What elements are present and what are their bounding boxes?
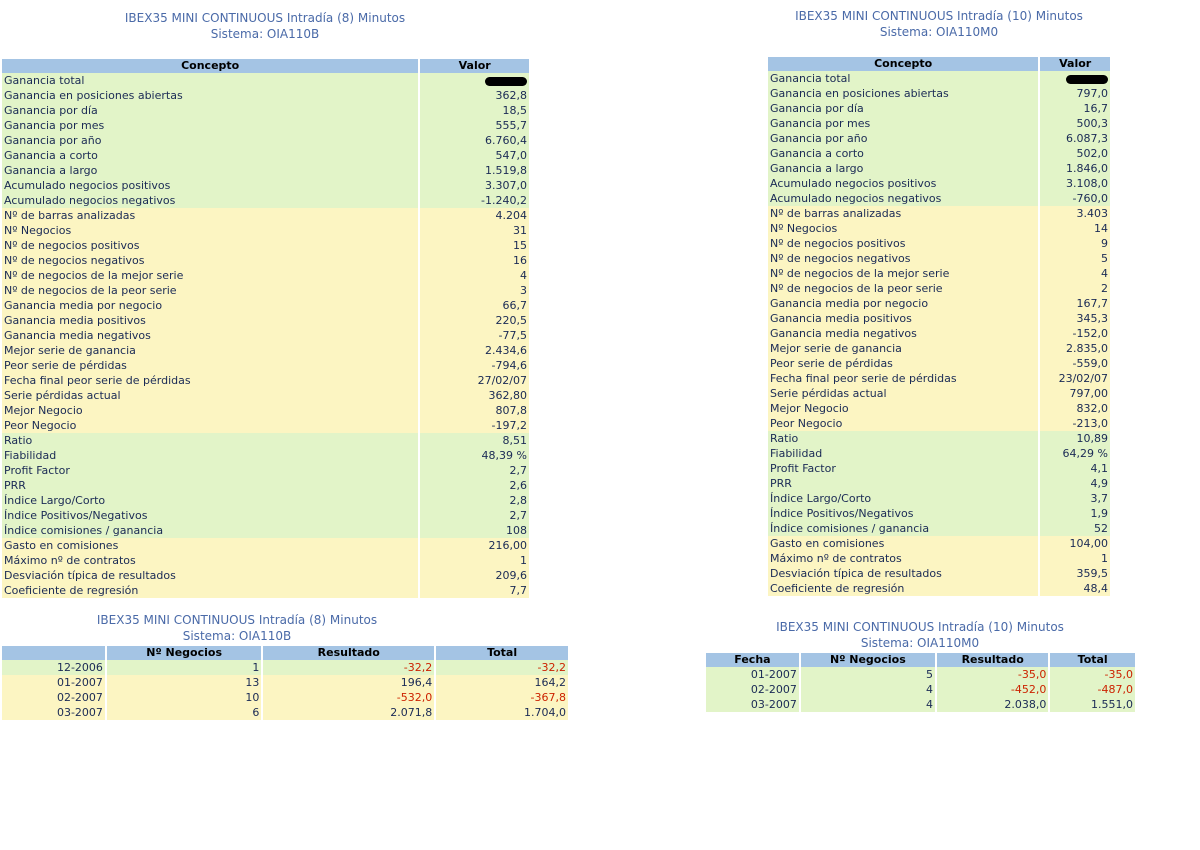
concept-cell: Coeficiente de regresión: [768, 581, 1038, 596]
concept-cell: Fecha final peor serie de pérdidas: [2, 373, 418, 388]
table-row: [2, 358, 529, 373]
table-row: [768, 176, 1110, 191]
value-cell: 1.519,8: [420, 163, 529, 178]
value-cell: 64,29 %: [1040, 446, 1110, 461]
value-cell: 6.087,3: [1040, 131, 1110, 146]
concept-cell: Ganancia a largo: [2, 163, 418, 178]
table-row: [2, 118, 529, 133]
concept-cell: Ganancia en posiciones abiertas: [768, 86, 1038, 101]
right-summary-title: [768, 8, 1110, 40]
monthly-cell: 164,2: [436, 675, 568, 690]
table-row: [2, 675, 568, 690]
concept-cell: Ganancia total: [768, 71, 1038, 86]
table-row: [706, 667, 1135, 682]
concept-cell: Ganancia por mes: [2, 118, 418, 133]
value-cell: 2.434,6: [420, 343, 529, 358]
right-summary-title-line2: Sistema: OIA110M0: [879, 25, 999, 39]
monthly-cell: 02-2007: [706, 682, 799, 697]
table-row: [768, 236, 1110, 251]
table-row: [768, 356, 1110, 371]
value-cell: 4,1: [1040, 461, 1110, 476]
value-cell: 1: [1040, 551, 1110, 566]
left-summary-title: [0, 10, 530, 42]
monthly-cell: 6: [107, 705, 261, 720]
concept-cell: Ganancia media negativos: [768, 326, 1038, 341]
concept-cell: Acumulado negocios positivos: [2, 178, 418, 193]
concept-cell: Ganancia media por negocio: [768, 296, 1038, 311]
value-cell: 1.846,0: [1040, 161, 1110, 176]
table-row: [768, 476, 1110, 491]
value-cell: 9: [1040, 236, 1110, 251]
concept-cell: Desviación típica de resultados: [2, 568, 418, 583]
table-row: [768, 116, 1110, 131]
table-row: [2, 690, 568, 705]
table-row: [2, 238, 529, 253]
concept-cell: Ganancia por mes: [768, 116, 1038, 131]
concept-cell: Desviación típica de resultados: [768, 566, 1038, 581]
value-cell: 5: [1040, 251, 1110, 266]
concept-cell: Peor serie de pérdidas: [768, 356, 1038, 371]
value-cell: 500,3: [1040, 116, 1110, 131]
table-row: [768, 281, 1110, 296]
concept-cell: Ganancia por año: [768, 131, 1038, 146]
concept-cell: Nº de negocios de la peor serie: [2, 283, 418, 298]
monthly-cell: -32,2: [263, 660, 434, 675]
value-cell: 27/02/07: [420, 373, 529, 388]
concept-cell: Máximo nº de contratos: [2, 553, 418, 568]
monthly-cell: -452,0: [937, 682, 1048, 697]
monthly-header-1: Nº Negocios: [107, 646, 261, 660]
table-row: [2, 298, 529, 313]
monthly-cell: -487,0: [1050, 682, 1135, 697]
concept-cell: Nº Negocios: [2, 223, 418, 238]
concept-cell: Serie pérdidas actual: [2, 388, 418, 403]
value-cell: 547,0: [420, 148, 529, 163]
monthly-header-2: Resultado: [263, 646, 434, 660]
table-row: [768, 326, 1110, 341]
value-cell: 167,7: [1040, 296, 1110, 311]
table-row: [768, 581, 1110, 596]
table-row: [2, 373, 529, 388]
table-row: [2, 538, 529, 553]
value-cell: 555,7: [420, 118, 529, 133]
value-cell: 10,89: [1040, 431, 1110, 446]
left-monthly-title-line1: IBEX35 MINI CONTINUOUS Intradía (8) Minutos: [96, 613, 378, 627]
concept-cell: Índice comisiones / ganancia: [2, 523, 418, 538]
monthly-cell: 1.704,0: [436, 705, 568, 720]
table-row: [2, 223, 529, 238]
left-monthly-title-line2: Sistema: OIA110B: [182, 629, 292, 643]
value-cell: 8,51: [420, 433, 529, 448]
table-row: [768, 491, 1110, 506]
monthly-cell: 12-2006: [2, 660, 105, 675]
value-cell: 108: [420, 523, 529, 538]
value-cell: 3,7: [1040, 491, 1110, 506]
value-cell: 31: [420, 223, 529, 238]
monthly-header-1: Nº Negocios: [801, 653, 935, 667]
table-row: [768, 86, 1110, 101]
concept-cell: Acumulado negocios negativos: [2, 193, 418, 208]
value-cell: -760,0: [1040, 191, 1110, 206]
monthly-header-2: Resultado: [937, 653, 1048, 667]
concept-cell: Mejor Negocio: [768, 401, 1038, 416]
value-cell: 359,5: [1040, 566, 1110, 581]
redacted-value: [1066, 75, 1108, 84]
right-summary-table: [766, 57, 1112, 596]
left-monthly-head: [2, 646, 568, 660]
value-cell: -152,0: [1040, 326, 1110, 341]
monthly-header-0: Fecha: [706, 653, 799, 667]
concept-cell: Profit Factor: [768, 461, 1038, 476]
table-row: [2, 328, 529, 343]
table-row: [2, 343, 529, 358]
table-row: [768, 311, 1110, 326]
concept-cell: Máximo nº de contratos: [768, 551, 1038, 566]
monthly-cell: 03-2007: [2, 705, 105, 720]
concept-cell: Mejor Negocio: [2, 403, 418, 418]
table-row: [2, 448, 529, 463]
concept-cell: Ganancia a largo: [768, 161, 1038, 176]
left-summary-table: [0, 59, 531, 598]
value-cell: -559,0: [1040, 356, 1110, 371]
monthly-cell: 5: [801, 667, 935, 682]
concept-cell: Índice comisiones / ganancia: [768, 521, 1038, 536]
concept-cell: Ganancia media por negocio: [2, 298, 418, 313]
table-row: [2, 178, 529, 193]
monthly-header-3: Total: [1050, 653, 1135, 667]
right-header-valor: Valor: [1040, 57, 1110, 71]
concept-cell: Ganancia total: [2, 73, 418, 88]
table-row: [2, 403, 529, 418]
table-row: [768, 431, 1110, 446]
table-row: [768, 386, 1110, 401]
table-row: [2, 313, 529, 328]
concept-cell: Fiabilidad: [2, 448, 418, 463]
value-cell: -794,6: [420, 358, 529, 373]
concept-cell: Ganancia por año: [2, 133, 418, 148]
left-summary-body: [2, 73, 529, 598]
value-cell: 502,0: [1040, 146, 1110, 161]
value-cell: 7,7: [420, 583, 529, 598]
value-cell: 48,4: [1040, 581, 1110, 596]
value-cell: 18,5: [420, 103, 529, 118]
table-row: [768, 206, 1110, 221]
value-cell: 4: [420, 268, 529, 283]
value-cell: 16: [420, 253, 529, 268]
table-row: [768, 146, 1110, 161]
value-cell: 2,7: [420, 508, 529, 523]
concept-cell: Fecha final peor serie de pérdidas: [768, 371, 1038, 386]
value-cell: 216,00: [420, 538, 529, 553]
table-row: [768, 401, 1110, 416]
table-row: [768, 506, 1110, 521]
table-row: [768, 536, 1110, 551]
table-row: [2, 163, 529, 178]
concept-cell: Nº de negocios positivos: [768, 236, 1038, 251]
value-cell: 832,0: [1040, 401, 1110, 416]
table-row: [2, 418, 529, 433]
concept-cell: Peor Negocio: [2, 418, 418, 433]
monthly-cell: 4: [801, 682, 935, 697]
concept-cell: Nº de barras analizadas: [768, 206, 1038, 221]
right-monthly-title-line1: IBEX35 MINI CONTINUOUS Intradía (10) Minutos: [776, 620, 1064, 634]
value-cell: 807,8: [420, 403, 529, 418]
table-row: [768, 296, 1110, 311]
concept-cell: Fiabilidad: [768, 446, 1038, 461]
table-row: [768, 161, 1110, 176]
concept-cell: Índice Positivos/Negativos: [768, 506, 1038, 521]
value-cell: 2,7: [420, 463, 529, 478]
table-row: [2, 583, 529, 598]
value-cell: [420, 73, 529, 88]
concept-cell: Ganancia a corto: [2, 148, 418, 163]
concept-cell: Peor serie de pérdidas: [2, 358, 418, 373]
concept-cell: Gasto en comisiones: [2, 538, 418, 553]
table-row: [706, 697, 1135, 712]
value-cell: 2,6: [420, 478, 529, 493]
table-row: [768, 446, 1110, 461]
table-row: [768, 566, 1110, 581]
table-row: [2, 268, 529, 283]
value-cell: -213,0: [1040, 416, 1110, 431]
table-row: [2, 523, 529, 538]
table-row: [706, 682, 1135, 697]
monthly-cell: 01-2007: [706, 667, 799, 682]
table-row: [2, 493, 529, 508]
right-summary-body: [768, 71, 1110, 596]
table-row: [2, 433, 529, 448]
concept-cell: Ganancia por día: [2, 103, 418, 118]
left-monthly-title: [0, 612, 474, 644]
concept-cell: Peor Negocio: [768, 416, 1038, 431]
monthly-cell: -35,0: [937, 667, 1048, 682]
monthly-cell: 2.038,0: [937, 697, 1048, 712]
table-row: [768, 101, 1110, 116]
value-cell: 209,6: [420, 568, 529, 583]
table-row: [2, 208, 529, 223]
concept-cell: Ganancia a corto: [768, 146, 1038, 161]
monthly-cell: -35,0: [1050, 667, 1135, 682]
value-cell: 52: [1040, 521, 1110, 536]
value-cell: 66,7: [420, 298, 529, 313]
table-row: [2, 508, 529, 523]
left-monthly-body: [2, 660, 568, 720]
concept-cell: Nº de negocios de la mejor serie: [768, 266, 1038, 281]
concept-cell: Ratio: [768, 431, 1038, 446]
concept-cell: Nº de negocios de la peor serie: [768, 281, 1038, 296]
table-row: [2, 73, 529, 88]
concept-cell: Nº de negocios positivos: [2, 238, 418, 253]
table-row: [2, 553, 529, 568]
table-row: [2, 253, 529, 268]
monthly-cell: 1: [107, 660, 261, 675]
concept-cell: Ganancia por día: [768, 101, 1038, 116]
left-monthly-table: [0, 646, 570, 720]
value-cell: 14: [1040, 221, 1110, 236]
table-row: [768, 461, 1110, 476]
right-monthly-head: [706, 653, 1135, 667]
concept-cell: Ganancia media negativos: [2, 328, 418, 343]
table-row: [2, 88, 529, 103]
table-row: [768, 221, 1110, 236]
value-cell: 104,00: [1040, 536, 1110, 551]
table-row: [2, 133, 529, 148]
monthly-cell: 1.551,0: [1050, 697, 1135, 712]
value-cell: 362,8: [420, 88, 529, 103]
monthly-header-0: [2, 646, 105, 660]
monthly-cell: -367,8: [436, 690, 568, 705]
value-cell: -197,2: [420, 418, 529, 433]
redacted-value: [485, 77, 527, 86]
value-cell: 3: [420, 283, 529, 298]
right-monthly-title: [706, 619, 1134, 651]
table-row: [2, 463, 529, 478]
concept-cell: PRR: [2, 478, 418, 493]
monthly-cell: -532,0: [263, 690, 434, 705]
table-row: [2, 283, 529, 298]
monthly-cell: 01-2007: [2, 675, 105, 690]
value-cell: 16,7: [1040, 101, 1110, 116]
concept-cell: Gasto en comisiones: [768, 536, 1038, 551]
value-cell: 345,3: [1040, 311, 1110, 326]
table-row: [2, 478, 529, 493]
value-cell: 2.835,0: [1040, 341, 1110, 356]
table-row: [2, 193, 529, 208]
table-row: [768, 71, 1110, 86]
monthly-cell: 13: [107, 675, 261, 690]
value-cell: 48,39 %: [420, 448, 529, 463]
monthly-cell: 2.071,8: [263, 705, 434, 720]
right-monthly-table: [704, 653, 1137, 712]
right-summary-title-line1: IBEX35 MINI CONTINUOUS Intradía (10) Minutos: [795, 9, 1083, 23]
left-header-valor: Valor: [420, 59, 529, 73]
concept-cell: Ganancia media positivos: [2, 313, 418, 328]
concept-cell: Mejor serie de ganancia: [768, 341, 1038, 356]
concept-cell: Coeficiente de regresión: [2, 583, 418, 598]
concept-cell: Nº de negocios de la mejor serie: [2, 268, 418, 283]
concept-cell: Nº de negocios negativos: [768, 251, 1038, 266]
table-row: [768, 266, 1110, 281]
value-cell: 3.403: [1040, 206, 1110, 221]
table-row: [768, 191, 1110, 206]
value-cell: 3.307,0: [420, 178, 529, 193]
concept-cell: Mejor serie de ganancia: [2, 343, 418, 358]
table-row: [768, 371, 1110, 386]
table-row: [2, 388, 529, 403]
table-row: [2, 148, 529, 163]
value-cell: 1,9: [1040, 506, 1110, 521]
monthly-cell: 02-2007: [2, 690, 105, 705]
value-cell: -77,5: [420, 328, 529, 343]
concept-cell: Acumulado negocios positivos: [768, 176, 1038, 191]
monthly-cell: 4: [801, 697, 935, 712]
table-row: [768, 131, 1110, 146]
monthly-header-3: Total: [436, 646, 568, 660]
concept-cell: Profit Factor: [2, 463, 418, 478]
value-cell: 220,5: [420, 313, 529, 328]
concept-cell: Ganancia en posiciones abiertas: [2, 88, 418, 103]
table-row: [768, 251, 1110, 266]
value-cell: -1.240,2: [420, 193, 529, 208]
value-cell: 2: [1040, 281, 1110, 296]
concept-cell: Índice Largo/Corto: [768, 491, 1038, 506]
right-monthly-title-line2: Sistema: OIA110M0: [860, 636, 980, 650]
concept-cell: Acumulado negocios negativos: [768, 191, 1038, 206]
table-row: [768, 341, 1110, 356]
concept-cell: Índice Largo/Corto: [2, 493, 418, 508]
value-cell: 797,0: [1040, 86, 1110, 101]
concept-cell: PRR: [768, 476, 1038, 491]
value-cell: 23/02/07: [1040, 371, 1110, 386]
value-cell: 2,8: [420, 493, 529, 508]
value-cell: 362,80: [420, 388, 529, 403]
concept-cell: Nº Negocios: [768, 221, 1038, 236]
value-cell: 6.760,4: [420, 133, 529, 148]
monthly-cell: 196,4: [263, 675, 434, 690]
left-summary-title-line2: Sistema: OIA110B: [210, 27, 320, 41]
value-cell: 4: [1040, 266, 1110, 281]
monthly-cell: -32,2: [436, 660, 568, 675]
concept-cell: Ratio: [2, 433, 418, 448]
value-cell: 1: [420, 553, 529, 568]
concept-cell: Serie pérdidas actual: [768, 386, 1038, 401]
table-row: [768, 551, 1110, 566]
right-monthly-body: [706, 667, 1135, 712]
left-header-concepto: Concepto: [2, 59, 418, 73]
left-summary-title-line1: IBEX35 MINI CONTINUOUS Intradía (8) Minutos: [124, 11, 406, 25]
concept-cell: Nº de barras analizadas: [2, 208, 418, 223]
value-cell: 3.108,0: [1040, 176, 1110, 191]
concept-cell: Nº de negocios negativos: [2, 253, 418, 268]
table-row: [2, 660, 568, 675]
value-cell: 4.204: [420, 208, 529, 223]
value-cell: [1040, 71, 1110, 86]
table-row: [2, 705, 568, 720]
concept-cell: Ganancia media positivos: [768, 311, 1038, 326]
table-row: [2, 103, 529, 118]
table-row: [768, 521, 1110, 536]
value-cell: 797,00: [1040, 386, 1110, 401]
monthly-cell: 03-2007: [706, 697, 799, 712]
monthly-cell: 10: [107, 690, 261, 705]
table-row: [2, 568, 529, 583]
concept-cell: Índice Positivos/Negativos: [2, 508, 418, 523]
right-header-concepto: Concepto: [768, 57, 1038, 71]
table-row: [768, 416, 1110, 431]
value-cell: 4,9: [1040, 476, 1110, 491]
value-cell: 15: [420, 238, 529, 253]
